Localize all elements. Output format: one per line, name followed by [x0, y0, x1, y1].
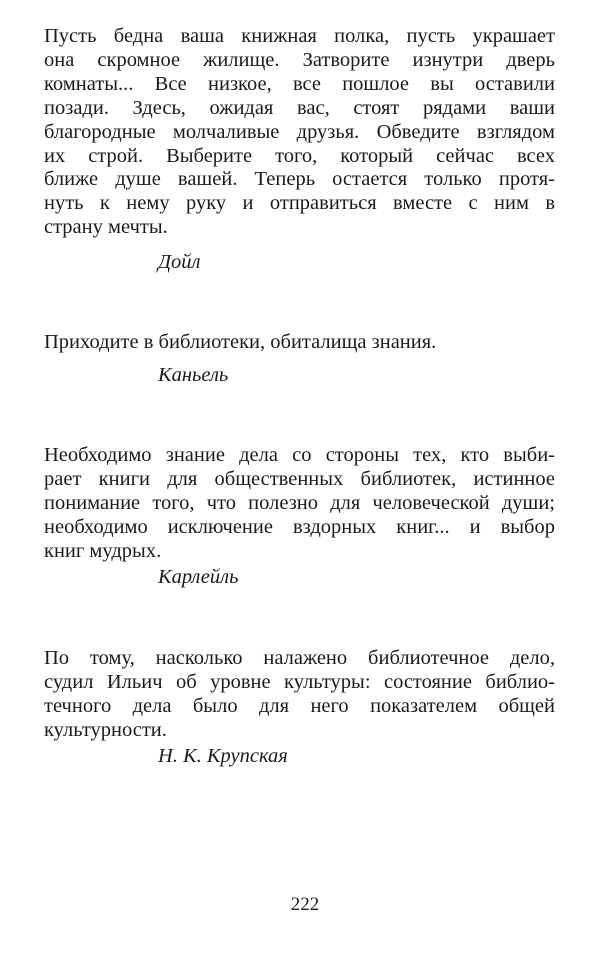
text-line: Пусть бедна ваша книжная полка, пусть украшает: [44, 25, 555, 47]
quote-text: [44, 331, 555, 355]
text-line: благородные молчаливые друзья. Обведите взглядом: [44, 120, 555, 143]
text-line: судил Ильич об уровне культуры: состояние библио-: [44, 670, 555, 693]
quote-text: [44, 647, 555, 743]
quote-author: Дойл: [158, 251, 201, 273]
text-line: она скромное жилище. Затворите изнутри дверь: [44, 48, 555, 71]
quote-author: Каньель: [158, 364, 229, 386]
quote-text: [44, 25, 555, 240]
quote-author: Карлейль: [158, 566, 239, 588]
quote-author: Н. К. Крупская: [158, 745, 288, 767]
quote-text: [44, 444, 555, 564]
text-line: культурности.: [44, 718, 167, 741]
text-line: рает книги для общественных библиотек, истинное: [44, 467, 555, 490]
text-line: книг мудрых.: [44, 539, 162, 562]
text-line: По тому, насколько налажено библиотечное дело,: [44, 647, 555, 669]
text-line: их строй. Выберите того, который сейчас всех: [44, 144, 555, 167]
text-line: нуть к нему руку и отправиться вместе с ним в: [44, 192, 555, 215]
page-number: 222: [290, 894, 320, 915]
text-line: ближе душе вашей. Теперь остается только протя-: [44, 168, 555, 191]
text-line: понимание того, что полезно для человеческой души;: [44, 491, 555, 514]
text-line: течного дела было для него показателем общей: [44, 694, 555, 717]
text-line: позади. Здесь, ожидая вас, стоят рядами ваши: [44, 96, 555, 119]
text-line: Приходите в библиотеки, обиталища знания.: [44, 331, 437, 353]
text-line: комнаты... Все низкое, все пошлое вы оставили: [44, 72, 555, 95]
text-line: страну мечты.: [44, 216, 168, 239]
text-line: Необходимо знание дела со стороны тех, кто выби-: [44, 444, 555, 466]
text-line: необходимо исключение вздорных книг... и выбор: [44, 515, 555, 538]
